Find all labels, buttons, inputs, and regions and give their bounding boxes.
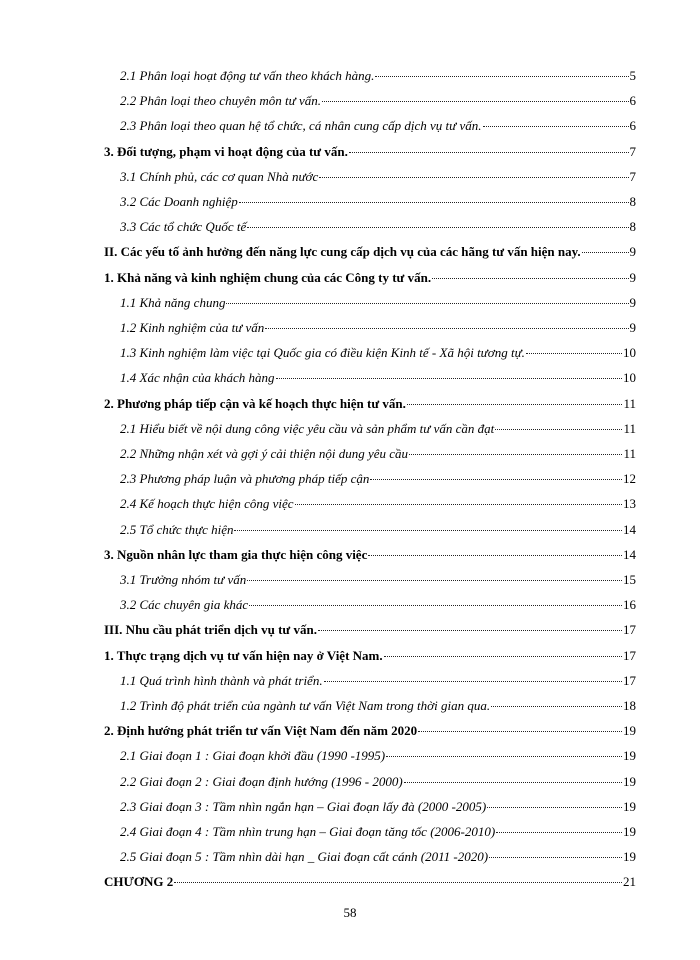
toc-entry-title: 2.2 Phân loại theo chuyên môn tư vấn. xyxy=(120,93,321,108)
toc-entry-page: 17 xyxy=(623,648,636,663)
toc-entry-title: 2.3 Giai đoạn 3 : Tầm nhìn ngắn hạn – Giai đoạn lấy đà (2000 -2005) xyxy=(120,799,487,814)
toc-entry-page: 10 xyxy=(623,370,636,385)
toc-entry[interactable] xyxy=(120,748,636,764)
toc-dot-leader xyxy=(407,403,623,405)
toc-entry[interactable] xyxy=(120,471,636,487)
toc-dot-leader xyxy=(276,377,622,379)
toc-entry-title: 2. Định hướng phát triển tư vấn Việt Nam đến năm 2020 xyxy=(104,723,418,738)
toc-entry-title: 3.2 Các chuyên gia khác xyxy=(120,597,249,612)
toc-entry[interactable] xyxy=(120,320,636,336)
toc-entry-page: 14 xyxy=(623,547,636,562)
toc-entry-page: 19 xyxy=(623,723,636,738)
toc-dot-leader xyxy=(265,327,628,329)
toc-dot-leader xyxy=(496,831,622,833)
toc-entry-title: 2.3 Phân loại theo quan hệ tổ chức, cá nhân cung cấp dịch vụ tư vấn. xyxy=(120,118,482,133)
toc-dot-leader xyxy=(368,554,622,556)
toc-entry-title: 2.5 Giai đoạn 5 : Tầm nhìn dài hạn _ Giai đoạn cất cánh (2011 -2020) xyxy=(120,849,489,864)
toc-entry-page: 13 xyxy=(623,496,636,511)
toc-entry-title: CHƯƠNG 2 xyxy=(104,874,174,889)
toc-entry-page: 19 xyxy=(623,799,636,814)
toc-dot-leader xyxy=(384,655,622,657)
toc-entry-title: 1.4 Xác nhận của khách hàng xyxy=(120,370,275,385)
toc-dot-leader xyxy=(483,125,629,127)
toc-entry[interactable] xyxy=(120,496,636,512)
toc-entry[interactable] xyxy=(104,270,636,286)
toc-entry[interactable] xyxy=(120,572,636,588)
toc-entry[interactable] xyxy=(120,370,636,386)
toc-entry[interactable] xyxy=(104,622,636,638)
toc-dot-leader xyxy=(249,604,622,606)
toc-entry[interactable] xyxy=(120,421,636,437)
toc-entry-page: 19 xyxy=(623,774,636,789)
toc-entry-title: 1. Khả năng và kinh nghiệm chung của các Công ty tư vấn. xyxy=(104,270,432,285)
toc-dot-leader xyxy=(375,75,628,77)
toc-entry-title: 1. Thực trạng dịch vụ tư vấn hiện nay ở Việt Nam. xyxy=(104,648,383,663)
toc-dot-leader xyxy=(404,781,622,783)
toc-entry-page: 14 xyxy=(623,522,636,537)
toc-entry[interactable] xyxy=(120,118,636,134)
toc-entry-title: III. Nhu cầu phát triển dịch vụ tư vấn. xyxy=(104,622,317,637)
toc-entry[interactable] xyxy=(104,144,636,160)
toc-entry-page: 6 xyxy=(629,118,636,133)
toc-dot-leader xyxy=(489,856,622,858)
toc-entry[interactable] xyxy=(120,295,636,311)
toc-entry[interactable] xyxy=(120,597,636,613)
toc-entry[interactable] xyxy=(120,68,636,84)
toc-entry[interactable] xyxy=(120,446,636,462)
toc-entry-page: 7 xyxy=(629,144,636,159)
toc-entry[interactable] xyxy=(120,849,636,865)
toc-entry-title: 2.1 Giai đoạn 1 : Giai đoạn khởi đầu (1990 -1995) xyxy=(120,748,386,763)
toc-entry-page: 12 xyxy=(623,471,636,486)
toc-entry[interactable] xyxy=(120,169,636,185)
toc-dot-leader xyxy=(487,806,622,808)
toc-entry-title: 2. Phương pháp tiếp cận và kế hoạch thực hiện tư vấn. xyxy=(104,396,406,411)
toc-entry[interactable] xyxy=(120,219,636,235)
toc-entry-title: 1.1 Quá trình hình thành và phát triển. xyxy=(120,673,323,688)
toc-entry-title: 2.3 Phương pháp luận và phương pháp tiếp cận xyxy=(120,471,370,486)
toc-entry-title: II. Các yếu tố ảnh hưởng đến năng lực cung cấp dịch vụ của các hãng tư vấn hiện nay. xyxy=(104,244,581,259)
toc-dot-leader xyxy=(432,277,628,279)
toc-dot-leader xyxy=(174,881,622,883)
toc-dot-leader xyxy=(418,730,622,732)
toc-dot-leader xyxy=(322,100,629,102)
toc-entry-page: 9 xyxy=(629,295,636,310)
toc-entry[interactable] xyxy=(104,874,636,890)
toc-dot-leader xyxy=(526,352,622,354)
toc-entry-page: 17 xyxy=(623,622,636,637)
toc-entry-title: 2.5 Tổ chức thực hiện xyxy=(120,522,234,537)
toc-entry[interactable] xyxy=(120,824,636,840)
toc-entry[interactable] xyxy=(120,799,636,815)
toc-entry-page: 6 xyxy=(629,93,636,108)
toc-entry-page: 11 xyxy=(623,396,636,411)
toc-entry-page: 10 xyxy=(623,345,636,360)
toc-entry[interactable] xyxy=(104,396,636,412)
toc-entry-title: 2.4 Kế hoạch thực hiện công việc xyxy=(120,496,294,511)
toc-entry-title: 3.1 Trưởng nhóm tư vấn xyxy=(120,572,247,587)
toc-entry-page: 5 xyxy=(629,68,636,83)
toc-dot-leader xyxy=(319,176,628,178)
toc-entry-page: 11 xyxy=(623,421,636,436)
toc-entry[interactable] xyxy=(120,522,636,538)
toc-entry-title: 2.1 Phân loại hoạt động tư vấn theo khách hàng. xyxy=(120,68,375,83)
toc-entry-page: 15 xyxy=(623,572,636,587)
toc-entry-page: 19 xyxy=(623,748,636,763)
toc-entry-page: 11 xyxy=(623,446,636,461)
toc-entry-title: 3.2 Các Doanh nghiệp xyxy=(120,194,238,209)
toc-dot-leader xyxy=(370,478,622,480)
toc-entry-page: 18 xyxy=(623,698,636,713)
toc-entry-title: 3.3 Các tổ chức Quốc tế xyxy=(120,219,247,234)
toc-entry-title: 1.2 Trình độ phát triển của ngành tư vấn Việt Nam trong thời gian qua. xyxy=(120,698,491,713)
toc-dot-leader xyxy=(234,529,622,531)
toc-entry[interactable] xyxy=(120,194,636,210)
toc-entry-page: 9 xyxy=(629,320,636,335)
toc-entry-page: 19 xyxy=(623,849,636,864)
toc-entry-title: 3. Nguồn nhân lực tham gia thực hiện công việc xyxy=(104,547,368,562)
toc-entry-page: 17 xyxy=(623,673,636,688)
toc-entry-page: 16 xyxy=(623,597,636,612)
toc-entry[interactable] xyxy=(120,774,636,790)
toc-entry[interactable] xyxy=(120,93,636,109)
toc-dot-leader xyxy=(247,226,628,228)
toc-dot-leader xyxy=(239,201,629,203)
toc-dot-leader xyxy=(324,680,622,682)
toc-entry-page: 19 xyxy=(623,824,636,839)
toc-dot-leader xyxy=(349,151,629,153)
toc-dot-leader xyxy=(409,453,622,455)
toc-entry[interactable] xyxy=(104,244,636,260)
toc-dot-leader xyxy=(295,503,622,505)
toc-dot-leader xyxy=(226,302,628,304)
toc-entry-title: 1.3 Kinh nghiệm làm việc tại Quốc gia có điều kiện Kinh tế - Xã hội tương tự. xyxy=(120,345,525,360)
toc-entry-title: 2.2 Giai đoạn 2 : Giai đoạn định hướng (1996 - 2000) xyxy=(120,774,403,789)
toc-entry-page: 9 xyxy=(629,270,636,285)
toc-dot-leader xyxy=(495,428,622,430)
toc-entry-page: 9 xyxy=(629,244,636,259)
toc-dot-leader xyxy=(247,579,622,581)
toc-entry-title: 2.4 Giai đoạn 4 : Tầm nhìn trung hạn – Giai đoạn tăng tốc (2006-2010) xyxy=(120,824,496,839)
toc-entry[interactable] xyxy=(104,648,636,664)
toc-entry-title: 3.1 Chính phủ, các cơ quan Nhà nước xyxy=(120,169,319,184)
toc-entry[interactable] xyxy=(120,345,636,361)
toc-entry-title: 2.2 Những nhận xét và gợi ý cải thiện nội dung yêu cầu xyxy=(120,446,409,461)
toc-entry-title: 3. Đối tượng, phạm vi hoạt động của tư vấn. xyxy=(104,144,348,159)
toc-entry-page: 7 xyxy=(629,169,636,184)
toc-dot-leader xyxy=(318,629,622,631)
toc-entry[interactable] xyxy=(104,723,636,739)
toc-entry-title: 1.1 Khả năng chung xyxy=(120,295,226,310)
toc-dot-leader xyxy=(582,251,629,253)
toc-dot-leader xyxy=(386,755,622,757)
toc-dot-leader xyxy=(491,705,622,707)
toc-entry-title: 2.1 Hiểu biết về nội dung công việc yêu cầu và sản phẩm tư vấn cần đạt xyxy=(120,421,495,436)
toc-entry-title: 1.2 Kinh nghiệm của tư vấn xyxy=(120,320,265,335)
toc-entry-page: 8 xyxy=(629,194,636,209)
toc-entry[interactable] xyxy=(120,698,636,714)
toc-entry-page: 21 xyxy=(623,874,636,889)
page-number: 58 xyxy=(343,905,357,920)
toc-entry-page: 8 xyxy=(629,219,636,234)
toc-entry[interactable] xyxy=(104,547,636,563)
toc-entry[interactable] xyxy=(120,673,636,689)
